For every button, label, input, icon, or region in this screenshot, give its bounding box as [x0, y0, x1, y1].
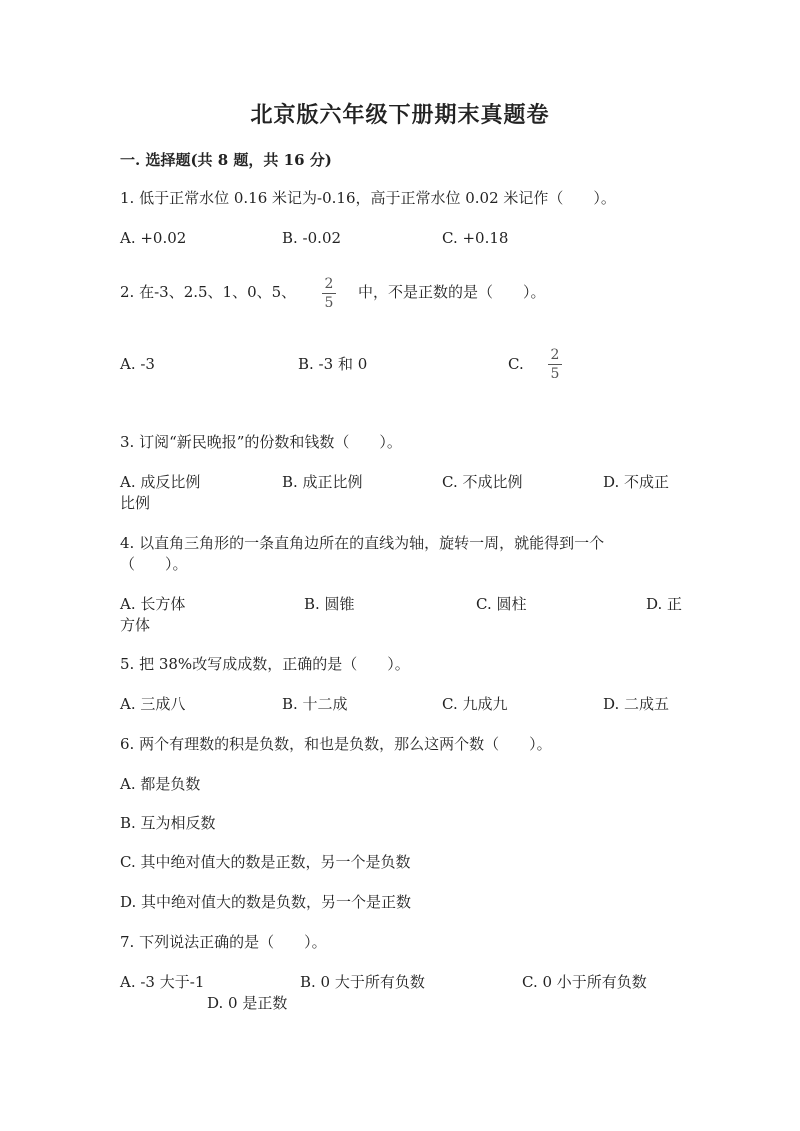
question-4-stem: 4. 以直角三角形的一条直角边所在的直线为轴，旋转一周，就能得到一个 — [120, 534, 605, 552]
question-4-option-d: D. 正 — [646, 595, 683, 613]
question-7-option-b: B. 0 大于所有负数 — [300, 973, 425, 991]
fraction-numerator: 2 — [324, 276, 334, 292]
question-1-option-b: B. -0.02 — [282, 229, 342, 247]
question-5-option-d: D. 二成五 — [603, 695, 670, 713]
question-4-option-c: C. 圆柱 — [476, 595, 527, 613]
question-7-stem: 7. 下列说法正确的是（ ）。 — [120, 933, 327, 951]
question-5-stem: 5. 把 38%改写成成数，正确的是（ ）。 — [120, 655, 410, 673]
question-2-option-b: B. -3 和 0 — [298, 355, 368, 373]
question-5-option-b: B. 十二成 — [282, 695, 348, 713]
fraction-bar — [322, 293, 336, 294]
question-6-option-a: A. 都是负数 — [120, 775, 201, 793]
question-1-option-a: A. +0.02 — [120, 229, 187, 247]
question-4-stem-line2: （ ）。 — [120, 555, 188, 573]
question-3-option-a: A. 成反比例 — [120, 473, 201, 491]
question-5-option-c: C. 九成九 — [442, 695, 508, 713]
question-2-stem-part2: 中，不是正数的是（ ）。 — [358, 283, 546, 301]
question-1-option-c: C. +0.18 — [442, 229, 509, 247]
fraction-numerator: 2 — [550, 347, 560, 363]
question-6-option-c: C. 其中绝对值大的数是正数，另一个是负数 — [120, 853, 411, 871]
question-3-stem: 3. 订阅“新民晚报”的份数和钱数（ ）。 — [120, 433, 402, 451]
question-3-option-d-wrap: 比例 — [120, 494, 151, 512]
question-1-stem: 1. 低于正常水位 0.16 米记为-0.16，高于正常水位 0.02 米记作（ ）。 — [120, 189, 616, 207]
question-3-option-c: C. 不成比例 — [442, 473, 523, 491]
fraction-denominator: 5 — [324, 295, 334, 311]
page-title: 北京版六年级下册期末真题卷 — [250, 102, 550, 128]
question-2-fraction — [322, 276, 336, 311]
section-heading: 一. 选择题(共 8 题，共 16 分) — [120, 151, 332, 169]
question-7-option-a: A. -3 大于-1 — [120, 973, 205, 991]
question-2-option-c: C. — [508, 355, 524, 373]
question-4-option-d-wrap: 方体 — [120, 616, 151, 634]
question-3-option-b: B. 成正比例 — [282, 473, 363, 491]
question-6-option-d: D. 其中绝对值大的数是负数，另一个是正数 — [120, 893, 412, 911]
fraction-denominator: 5 — [550, 366, 560, 382]
question-6-stem: 6. 两个有理数的积是负数，和也是负数，那么这两个数（ ）。 — [120, 735, 552, 753]
question-4-option-a: A. 长方体 — [120, 595, 186, 613]
question-2-stem-part1: 2. 在-3、2.5、1、0、5、 — [120, 283, 297, 301]
question-3-option-d: D. 不成正 — [603, 473, 670, 491]
question-5-option-a: A. 三成八 — [120, 695, 186, 713]
question-6-option-b: B. 互为相反数 — [120, 814, 216, 832]
question-2-option-a: A. -3 — [120, 355, 155, 373]
question-4-option-b: B. 圆锥 — [304, 595, 355, 613]
question-7-option-c: C. 0 小于所有负数 — [522, 973, 647, 991]
question-7-option-d: D. 0 是正数 — [207, 994, 288, 1012]
fraction-bar — [548, 364, 562, 365]
question-2-option-c-fraction — [548, 347, 562, 382]
